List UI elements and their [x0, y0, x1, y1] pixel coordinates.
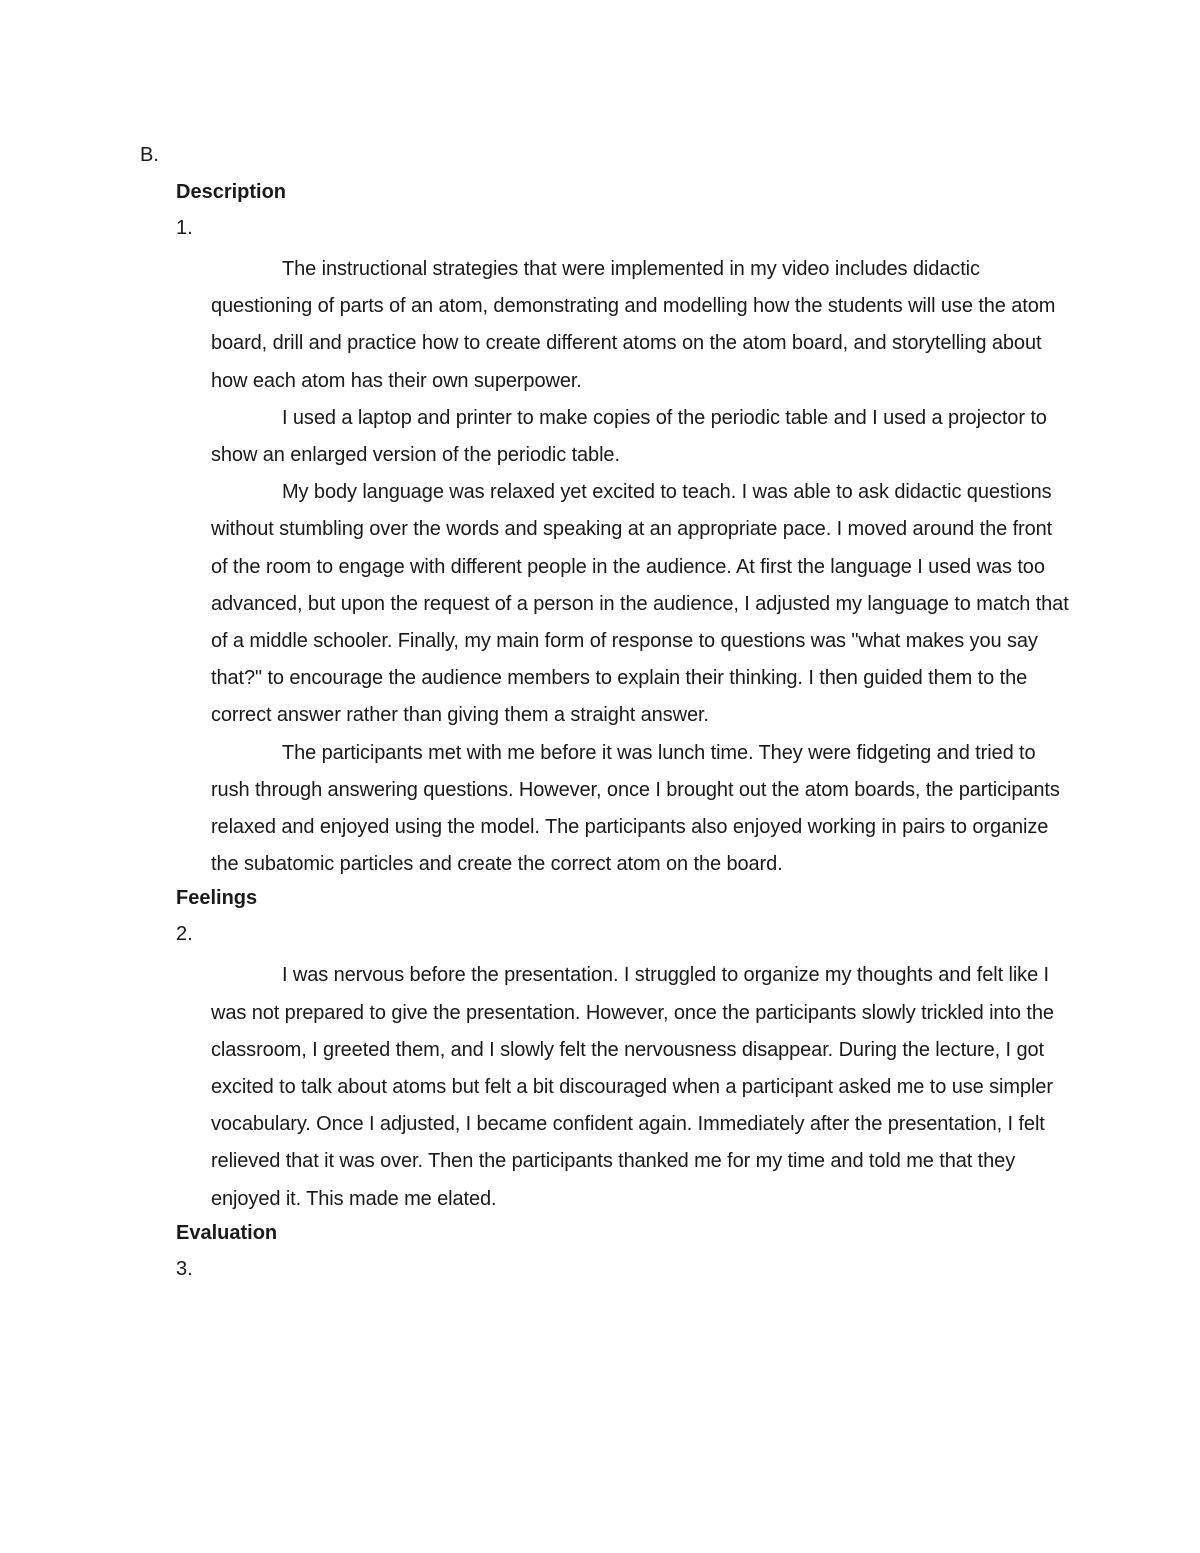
heading-feelings: Feelings [176, 887, 258, 910]
item-number-1: 1. [176, 217, 193, 239]
document-body [176, 177, 1076, 1292]
item-number-2: 2. [176, 923, 193, 946]
item-number-3: 3. [176, 1257, 193, 1280]
description-paragraph-4: The participants met with me before it was lunch time. They were fidgeting and tried to rush through answering questions. However, once I brought out the atom boards, the participants relaxed and enjoyed using the model. The participants also enjoyed working in pairs to organize the subatomic particles and create the correct atom on the board. [211, 741, 1060, 876]
heading-description: Description [176, 181, 287, 203]
section-letter: B. [140, 144, 159, 166]
feelings-paragraph-1: I was nervous before the presentation. I struggled to organize my thoughts and felt like I was not prepared to give the presentation. However, once the participants slowly trickled into the classroom, I greeted them, and I slowly felt the nervousness disappear. During the lecture, I got excited to talk about atoms but felt a bit discouraged when a participant asked me to use simpler vocabulary. Once I adjusted, I became confident again. Immediately after the presentation, I felt relieved that it was over. Then the participants thanked me for my time and told me that they enjoyed it. This made me elated. [211, 964, 1054, 1210]
heading-evaluation: Evaluation [176, 1221, 278, 1244]
description-paragraph-2: I used a laptop and printer to make copies of the periodic table and I used a projector to show an enlarged version of the periodic table. [211, 406, 1047, 467]
description-paragraph-1: The instructional strategies that were implemented in my video includes didactic questioning of parts of an atom, demonstrating and modelling how the students will use the atom board, drill and practice how to create different atoms on the atom board, and storytelling about how each atom has their own superpower. [211, 258, 1056, 392]
description-paragraph-3: My body language was relaxed yet excited to teach. I was able to ask didactic questions without stumbling over the words and speaking at an appropriate pace. I moved around the front of the room to engage with different people in the audience. At first the language I used was too advanced, but upon the request of a person in the audience, I adjusted my language to match that of a middle schooler. Finally, my main form of response to questions was "what makes you say that?" to encourage the audience members to explain their thinking. I then guided them to the correct answer rather than giving them a straight answer. [211, 481, 1069, 727]
